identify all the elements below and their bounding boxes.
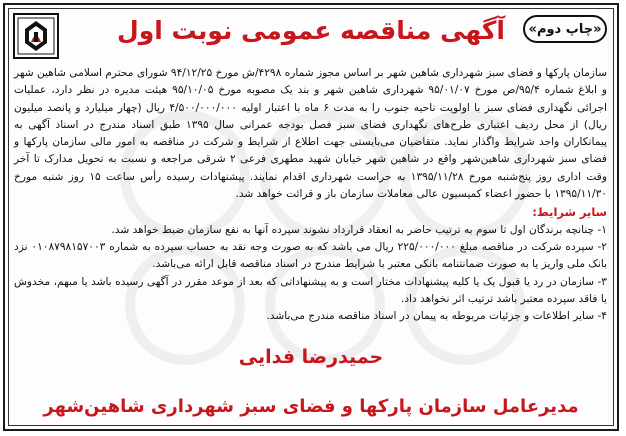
notice-paragraph: سازمان پارکها و فضای سبز شهرداری شاهین شهر بر اساس مجوز شماره ۴۲۹۸/ش مورخ ۹۴/۱۲/۲۵ شورای محترم اسلامی شاهین شهر و ابلاغ شماره ۹۵/۴/ص مورخ ۹۵/۰۱/۰۷ شهرداری شاهین شهر و بند یک مصوبه مورخ ۹۵/۱۰/۰۵ هیئت مدیره در نظر دارد، عملیات اجرائی نگهداری فضای سبز با اولویت ناحیه جنوب را به مدت ۶ ماه با اعتبار اولیه ۴/۵۰۰/۰۰۰/۰۰۰ ریال (چهار میلیارد و پانصد میلیون ریال) از محل ردیف اعتباری طرح‌های نگهداری فضای سبز فصل بودجه عمرانی سال ۱۳۹۵ طبق اسناد مندرج در اسناد آگهی به پیمانکاران واجد شرایط واگذار نماید. متقاضیان می‌بایستی جهت اطلاع از شرایط و شرکت در مناقصه به امور مالی سازمان پارکها و فضای سبز شهرداری شاهین‌شهر واقع در شاهین شهر خیابان شهید مطهری فرعی ۲ شرقی مراجعه و نسبت به تحویل مدارک تا آخر وقت اداری روز پنج‌شنبه مورخ ۱۳۹۵/۱۱/۲۸ به حراست شهرداری اقدام نمایند. پیشنهادات رسیده رأس ساعت ۱۵ روز شنبه مورخ ۱۳۹۵/۱۱/۳۰ با حضور اعضاء کمیسیون عالی معاملات سازمان باز و قرائت خواهد شد. [14,67,608,201]
notice-body [14,65,607,325]
print-edition-badge: «چاپ دوم» [523,15,607,43]
condition-item: ۳- سازمان در رد یا قبول یک یا کلیه پیشنهادات مختار است و به پیشنهاداتی که بعد از موعد مقرر در آگهی رسیده باشد یا مبهم، مخدوش یا فاقد سپرده معتبر باشد ترتیب اثر نخواهد داد. [14,275,607,305]
tender-notice [3,3,619,431]
condition-item: ۲- سپرده شرکت در مناقصه مبلغ ۲۲۵/۰۰۰/۰۰۰ ریال می باشد که به صورت وجه نقد به حساب سپرده به شماره ۰۱۰۸۷۹۸۱۵۷۰۰۳ نزد بانک ملی واریز یا به صورت ضمانتنامه بانکی معتبر با شرایط مندرج در اسناد مناقصه قابل ارائه می‌باشد. [14,240,607,271]
signer-title: مدیرعامل سازمان پارکها و فضای سبز شهرداری شاهین‌شهر [43,396,579,417]
condition-item: ۱- چنانچه برندگان اول تا سوم به ترتیب حاضر به انعقاد قرارداد نشوند سپرده آنها به نفع سازمان ضبط خواهد شد. [111,223,607,236]
signer-name: حمیدرضا فدایی [238,346,384,368]
conditions-heading: سایر شرایط: [532,205,607,220]
notice-title: آگهی مناقصه عمومی نوبت اول [117,16,505,45]
organization-logo [13,13,59,59]
emblem-icon [15,15,57,57]
condition-item: ۴- سایر اطلاعات و جزئیات مربوطه به پیمان در اسناد مناقصه مندرج می‌باشد. [266,310,607,323]
